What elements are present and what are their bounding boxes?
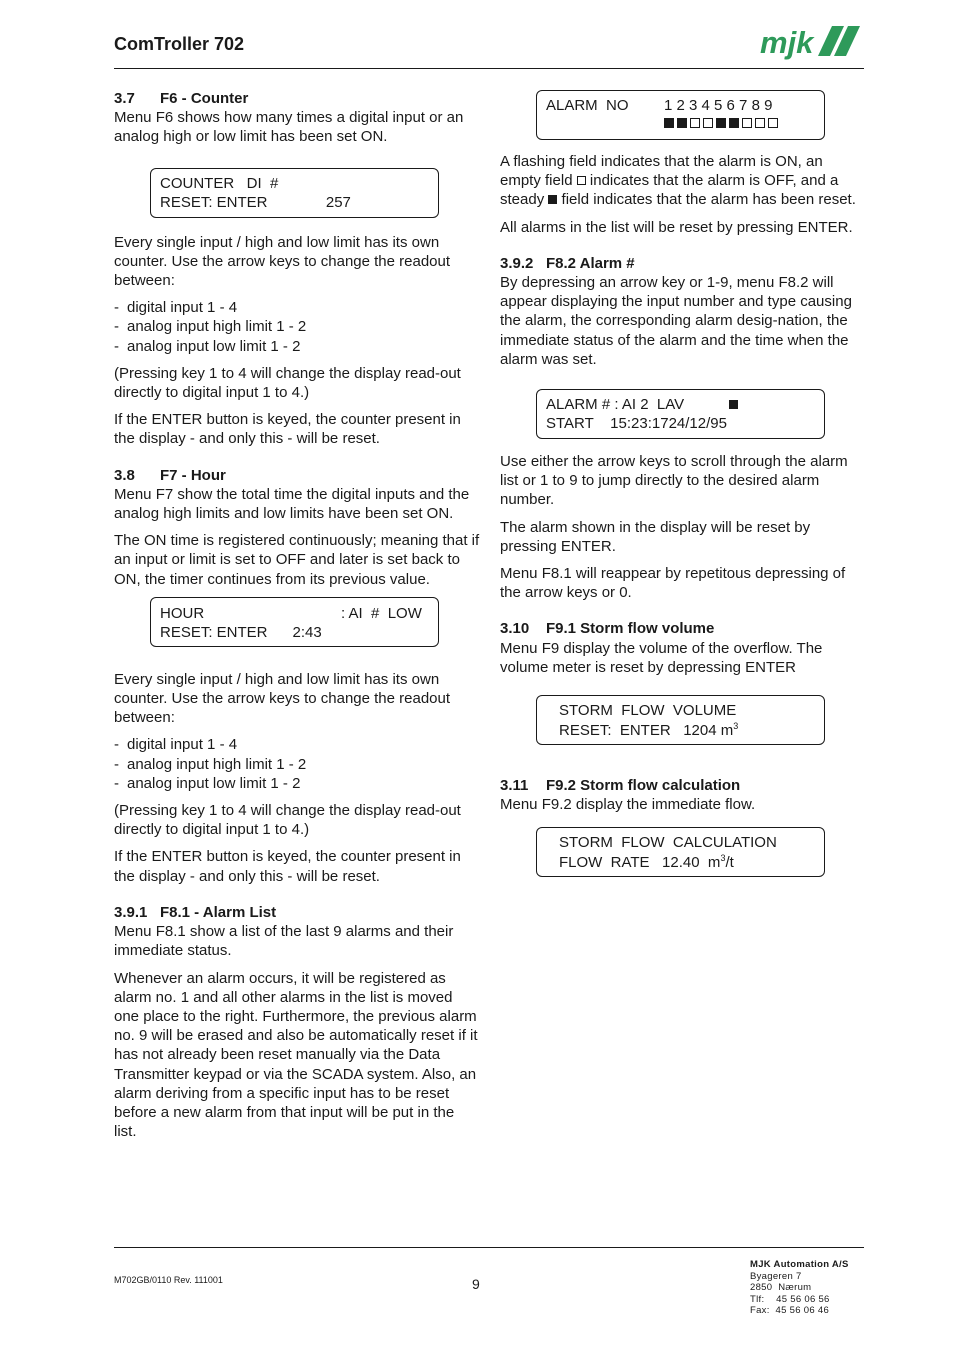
page-header-title: ComTroller 702 (114, 34, 245, 54)
paragraph: By depressing an arrow key or 1-9, menu F8.2 will appear displaying the input number and type causing the alarm, the corresponding alarm desig-nation, the immediate status of the alarm and the time when the alarm was set. (500, 274, 852, 368)
paragraph: Whenever an alarm occurs, it will be registered as alarm no. 1 and all other alarms in the list is moved one place to the right. Furthermore, the previous alarm no. 9 will be erased and also be automatically reset if it has not already been reset manually via the Data Transmitter keypad or via the SCADA system. Also, an alarm deriving from a specific input has to be reset before a new alarm from that input will be put in the list. (114, 969, 478, 1141)
paragraph: Menu F8.1 show a list of the last 9 alarms and their immediate status. (114, 923, 454, 960)
list-item: - analog input low limit 1 - 2 (114, 774, 480, 793)
empty-square-icon (577, 176, 586, 185)
list-item: - digital input 1 - 4 (114, 298, 480, 317)
section-heading-3-7: 3.7 F6 - Counter (114, 90, 249, 107)
filled-square-icon (548, 195, 557, 204)
paragraph: The alarm shown in the display will be reset by pressing ENTER. (500, 518, 811, 555)
lcd-alarm-detail-display: ALARM # : AI 2 LAV START 15:23:1724/12/95 (536, 389, 825, 439)
input-list (114, 298, 480, 356)
footer-rule (114, 1247, 864, 1248)
section-heading-3-10: 3.10 F9.1 Storm flow volume (500, 620, 715, 638)
section-heading-3-8: 3.8 F7 - Hour (114, 466, 226, 484)
paragraph: If the ENTER button is keyed, the counter present in the display - and only this - will be reset. (114, 411, 461, 448)
alarm-off-square-icon (690, 118, 700, 128)
mjk-logo (760, 22, 864, 64)
section-heading-3-11: 3.11 F9.2 Storm flow calculation (500, 777, 741, 795)
input-list (114, 735, 480, 793)
paragraph: Menu F9 display the volume of the overflow. The volume meter is reset by depressing ENTER (500, 639, 823, 676)
alarm-reset-square-icon (677, 118, 687, 128)
section-heading-3-9-2: 3.9.2 F8.2 Alarm # (500, 254, 635, 272)
list-item: - analog input high limit 1 - 2 (114, 755, 480, 774)
paragraph: (Pressing key 1 to 4 will change the display read-out directly to digital input 1 to 4.) (114, 364, 461, 402)
paragraph: The ON time is registered continuously; meaning that if an input or limit is set to OFF and later is set back to ON, the timer continues from its previous value. (114, 532, 480, 588)
paragraph: Menu F6 shows how many times a digital input or an analog high or low limit has been set ON. (114, 109, 464, 146)
paragraph: Menu F9.2 display the immediate flow. (500, 796, 756, 814)
alarm-reset-square-icon (664, 118, 674, 128)
paragraph: If the ENTER button is keyed, the counter present in the display - and only this - will be reset. (114, 848, 461, 885)
alarm-reset-square-icon (716, 118, 726, 128)
document-reference: M702GB/0110 Rev. 111001 (114, 1275, 223, 1285)
paragraph: Every single input / high and low limit has its own counter. Use the arrow keys to change the readout between: (114, 233, 451, 290)
company-address: MJK Automation A/S Byageren 7 2850 Nærum Tlf: 45 56 06 56 Fax: 45 56 06 46 (750, 1259, 849, 1316)
paragraph: Menu F8.1 will reappear by repetitous depressing of the arrow keys or 0. (500, 565, 846, 602)
alarm-off-square-icon (742, 118, 752, 128)
alarm-reset-square-icon (729, 118, 739, 128)
svg-text:mjk: mjk (760, 25, 814, 60)
alarm-off-square-icon (768, 118, 778, 128)
right-column (500, 90, 858, 877)
paragraph: Use either the arrow keys to scroll through the alarm list or 1 to 9 to jump directly to the desired alarm number. (500, 453, 848, 509)
alarm-off-square-icon (703, 118, 713, 128)
list-item: - analog input high limit 1 - 2 (114, 317, 480, 336)
lcd-storm-flow-calculation-display: STORM FLOW CALCULATION FLOW RATE 12.40 $m^3/t$ (536, 827, 825, 877)
page-number: 9 (472, 1276, 480, 1292)
left-column (114, 89, 480, 1149)
lcd-alarm-list-display: ALARM NO 1 2 3 4 5 6 7 8 9 (536, 90, 825, 140)
header-rule (114, 68, 864, 69)
paragraph: Every single input / high and low limit has its own counter. Use the arrow keys to change the readout between: (114, 670, 451, 727)
paragraph: All alarms in the list will be reset by pressing ENTER. (500, 218, 853, 236)
list-item: - analog input low limit 1 - 2 (114, 337, 480, 356)
section-heading-3-9-1: 3.9.1 F8.1 - Alarm List (114, 903, 277, 921)
paragraph: A flashing field indicates that the alarm is ON, an empty field indicates that the alarm is OFF, and a steady field indicates that the alarm has been reset. (500, 153, 856, 209)
lcd-hour-display: HOUR : AI # LOW RESET: ENTER 2:43 (150, 597, 439, 647)
lcd-storm-flow-volume-display: STORM FLOW VOLUME RESET: ENTER 1204 $m^3$ (536, 695, 825, 745)
lcd-counter-display: COUNTER DI # RESET: ENTER 257 (150, 168, 439, 218)
filled-square-icon (729, 400, 738, 409)
paragraph: (Pressing key 1 to 4 will change the display read-out directly to digital input 1 to 4.) (114, 802, 461, 839)
paragraph: Menu F7 show the total time the digital inputs and the analog high limits and low limits have been set ON. (114, 485, 470, 523)
alarm-status-squares (664, 118, 781, 129)
alarm-off-square-icon (755, 118, 765, 128)
list-item: - digital input 1 - 4 (114, 735, 480, 754)
